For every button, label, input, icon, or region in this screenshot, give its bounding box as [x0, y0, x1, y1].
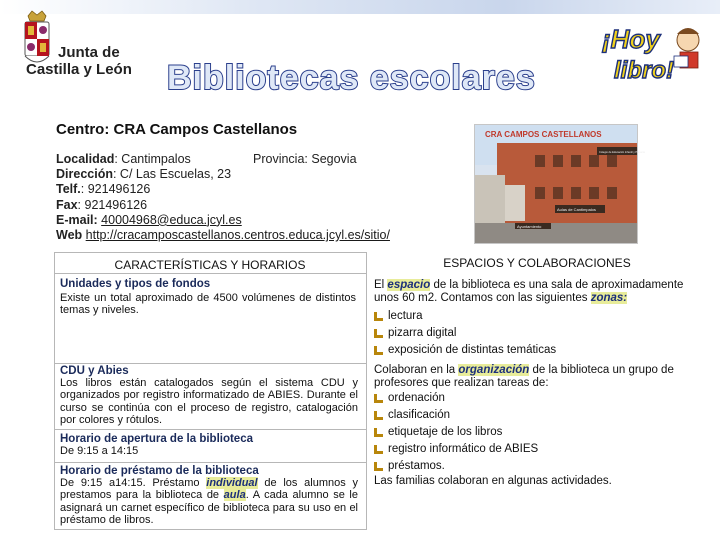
libro-text: libro! — [614, 57, 674, 84]
highlight-espacio: espacio — [387, 279, 431, 291]
highlight-individual: individual — [206, 477, 258, 489]
highlight-aula: aula — [223, 489, 246, 502]
list-item: lectura — [374, 308, 698, 325]
direccion-row — [56, 167, 390, 182]
telf-label: Telf. — [56, 182, 81, 197]
espacio-paragraph: El espacio de la biblioteca es una sala de aproximadamente unos 60 m2. Contamos con las siguientes zonas: — [374, 279, 684, 304]
organizacion-paragraph: Colaboran en la organización de la biblioteca un grupo de profesores que realizan tareas de: — [374, 364, 674, 389]
espacios-column — [374, 279, 698, 488]
list-item: ordenación — [374, 390, 698, 407]
list-item: clasificación — [374, 407, 698, 424]
logo-text-line1: Junta de — [58, 44, 120, 61]
bullet-icon — [374, 445, 383, 454]
prestamo-body: De 9:15 a14:15. Préstamo individual de los alumnos y prestamos para la biblioteca de aula. A cada alumno se le asignará un carnet específico de biblioteca para su uso en el préstamo de libros. — [60, 477, 358, 527]
centro-info — [56, 152, 390, 243]
prestamo-title: Horario de préstamo de la biblioteca — [60, 465, 259, 477]
hoy-text: ¡Hoy — [602, 24, 660, 54]
cdu-title: CDU y Abies — [60, 365, 129, 377]
left-header: CARACTERÍSTICAS Y HORARIOS — [114, 258, 306, 272]
web-link[interactable]: http://cracamposcastellanos.centros.educa.jcyl.es/sitio/ — [85, 228, 390, 243]
hoy-libro-graphic — [600, 18, 710, 90]
photo-sign-1: Colegio de Educación Infantil y Primaria — [599, 151, 645, 154]
fax-label: Fax — [56, 197, 78, 212]
cdu-cell — [60, 365, 358, 427]
banner-title — [165, 58, 565, 96]
list-item: pizarra digital — [374, 325, 698, 342]
bullet-icon — [374, 428, 383, 437]
photo-sign-2: Aulas de Cantimpalos — [557, 207, 596, 212]
school-photo — [474, 124, 645, 244]
divider — [54, 273, 366, 274]
web-label: Web — [56, 228, 83, 243]
telf-row — [56, 182, 390, 197]
apertura-cell — [60, 433, 358, 457]
provincia: Provincia: Segovia — [253, 152, 357, 166]
book-icon — [674, 56, 688, 67]
fondos-body: Existe un total aproximado de 4500 volúmenes de distintos temas y niveles. — [60, 292, 356, 317]
bullet-icon — [374, 346, 383, 355]
direccion-value: : C/ Las Escuelas, 23 — [112, 167, 232, 182]
list-item: etiquetaje de los libros — [374, 424, 698, 441]
highlight-zonas: zonas: — [590, 292, 628, 304]
bullet-icon — [374, 312, 383, 321]
logo-text-line2: Castilla y León — [26, 61, 132, 78]
localidad-row — [56, 152, 390, 167]
divider — [54, 252, 366, 253]
photo-sign-3: Ayuntamiento — [517, 224, 542, 229]
divider — [54, 529, 366, 530]
list-item: registro informático de ABIES — [374, 441, 698, 458]
divider — [54, 252, 55, 530]
school-building-image — [475, 125, 645, 243]
prestamo-cell — [60, 465, 358, 527]
fondos-title: Unidades y tipos de fondos — [60, 278, 211, 290]
list-item: exposición de distintas temáticas — [374, 342, 698, 359]
divider — [366, 252, 367, 530]
zonas-list — [374, 308, 698, 359]
right-header: ESPACIOS Y COLABORACIONES — [443, 256, 631, 270]
divider — [54, 462, 366, 463]
list-item: préstamos. — [374, 458, 698, 475]
telf-value: : 921496126 — [80, 182, 151, 197]
divider — [54, 363, 366, 364]
localidad-value: : Cantimpalos — [114, 152, 191, 166]
email-label: E-mail: — [56, 212, 98, 227]
cdu-body: Los libros están catalogados según el sistema CDU y organizados por registro informatizado de ABIES. Durante el curso se continúa con el proceso de registro, catalogación por colores y rótulos. — [60, 377, 358, 427]
hoy-libro-logo — [600, 18, 710, 90]
centro-title: Centro: CRA Campos Castellanos — [56, 121, 298, 138]
highlight-organizacion: organización — [458, 364, 530, 376]
info-table — [54, 252, 706, 530]
tareas-list — [374, 390, 698, 475]
bullet-icon — [374, 329, 383, 338]
junta-logo — [22, 10, 134, 80]
direccion-label: Dirección — [56, 167, 113, 182]
fondos-cell — [60, 278, 356, 317]
web-row — [56, 228, 390, 243]
fax-row — [56, 198, 390, 213]
apertura-body: De 9:15 a 14:15 — [60, 445, 139, 457]
localidad-label: Localidad — [56, 152, 115, 166]
email-row — [56, 213, 390, 228]
email-link[interactable]: 40004968@educa.jcyl.es — [101, 212, 242, 227]
fax-value: : 921496126 — [77, 197, 148, 212]
apertura-title: Horario de apertura de la biblioteca — [60, 433, 253, 445]
photo-caption: CRA CAMPOS CASTELLANOS — [485, 130, 602, 139]
banner-title-text: Bibliotecas escolares — [167, 59, 536, 97]
bullet-icon — [374, 394, 383, 403]
familias-paragraph: Las familias colaboran en algunas actividades. — [374, 475, 612, 487]
bullet-icon — [374, 462, 383, 471]
divider — [54, 429, 366, 430]
bullet-icon — [374, 411, 383, 420]
